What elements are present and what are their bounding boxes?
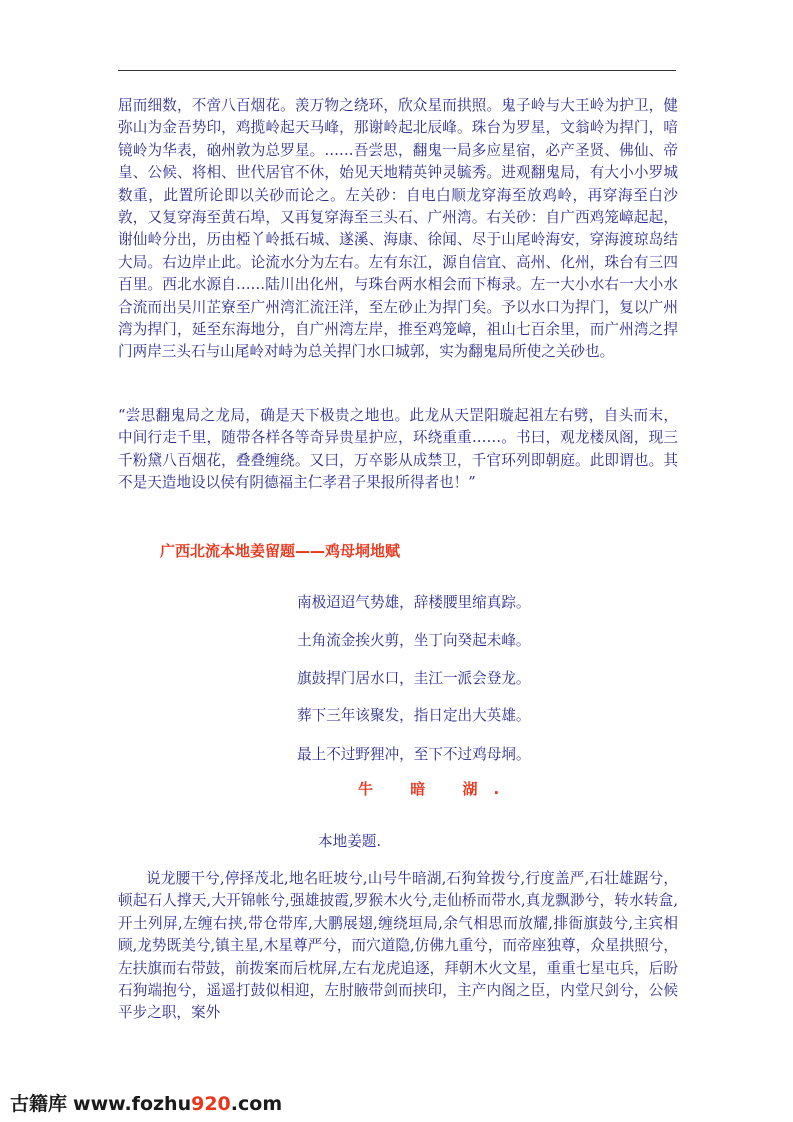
site-url-number: 920 [191, 1093, 231, 1115]
poem-title: 牛 暗 湖. [358, 780, 516, 798]
verse-line: 最上不过野狸冲，至下不过鸡母垌。 [297, 746, 531, 763]
verse-line: 土角流金挨火剪，坐丁向癸起未峰。 [297, 632, 531, 649]
rhapsody-paragraph: 说龙腰干兮,停择茂北,地名旺坡兮,山号牛暗湖,石狗耸拨兮,行度盖严,石壮雄踞兮，顿起石人撑天,大开锦帐兮,强雄披霞,罗猴木火兮,走仙桥而带水,真龙飘渺兮，转水转盒,开土列屏,左缠右挟,带仓带库,大鹏展翅,缠绕垣局,余气相思而放耀,排衙旗鼓兮,主宾相顾,龙势既美兮,镇主星,木星尊严兮，而穴道隐,仿佛九重兮，而帝座独尊，众星拱照兮，左扶旗而右带鼓，前拨案而后枕屏,左右龙虎追逐，拜朝木火文星，重重七星屯兵，后盼石狗端抱兮，遥遥打鼓似相迎，左肘腋带剑而挟印，主产内阁之臣，内堂尺剑兮，公候平步之职，案外 [118, 870, 678, 1022]
header-rule [118, 70, 676, 71]
body-paragraph: 屈而细数，不啻八百烟花。羡万物之绕环，欣众星而拱照。鬼子岭与大王岭为护卫，健弥山为金吾势印，鸡揽岭起天马峰，那谢岭起北辰峰。珠台为罗星，文翁岭为捍门，喑镜岭为华表，硇州敦为总罗星。……吾尝思，翻鬼一局多应星宿，必产圣贤、佛仙、帝皇、公候、将相、世代居官不休，始见天地精英钟灵毓秀。进观翻鬼局，有大小小罗城数重，此置所论即以关砂而论之。左关砂：自电白顺龙穿海至放鸡岭，再穿海至白沙敦，又复穿海至黄石埠，又再复穿海至三头石、广州湾。右关砂：自广西鸡笼嶂起起，谢仙岭分出，历由椏丫岭抵石城、遂溪、海康、徐闻、尽于山尾岭海安，穿海渡琼岛结大局。右边岸止此。论流水分为左右。左有东江，源自信宜、高州、化州，珠台有三四百里。西北水源自……陆川出化州，与珠台两水相会而下梅录。左一大小水右一大小水合流而出吴川芷寮至广州湾汇流汪洋，至左砂止为捍门矣。予以水口为捍门，复以广州湾为捍门，延至东海地分，自广州湾左岸，推至鸡笼嶂，祖山七百余里，而广州湾之捍门两岸三头石与山尾岭对峙为总关捍门水口城郭，实为翻鬼局所使之关砂也。 [118, 97, 678, 361]
author-line: 本地姜题. [318, 833, 382, 850]
verse-line: 葬下三年该聚发，指日定出大英雄。 [297, 707, 531, 724]
site-name: 古籍库 [10, 1093, 68, 1115]
verse-line: 旗鼓捍门居水口，圭江一派会登龙。 [297, 670, 531, 687]
quote-paragraph: “尝思翻鬼局之龙局，确是天下极贵之地也。此龙从天罡阳璇起祖左右劈，自头而末，中间行走千里，随带各样各等奇异贵星护应，环绕重重……。书曰，观龙楼凤阁，现三千粉黛八百烟花，叠叠缠绕。又曰，万卒影从成禁卫，千官环列即朝庭。此即谓也。其不是天造地设以侯有阴德福主仁孝君子果报所得者也！” [118, 407, 678, 492]
verse-line: 南极迢迢气势雄，辞楼腰里缩真踪。 [297, 594, 531, 611]
site-url-prefix: www.fozhu [73, 1093, 192, 1115]
site-footer [10, 1089, 282, 1116]
section-heading: 广西北流本地姜留题——鸡母垌地赋 [160, 542, 401, 560]
site-url-suffix: .com [230, 1093, 283, 1115]
